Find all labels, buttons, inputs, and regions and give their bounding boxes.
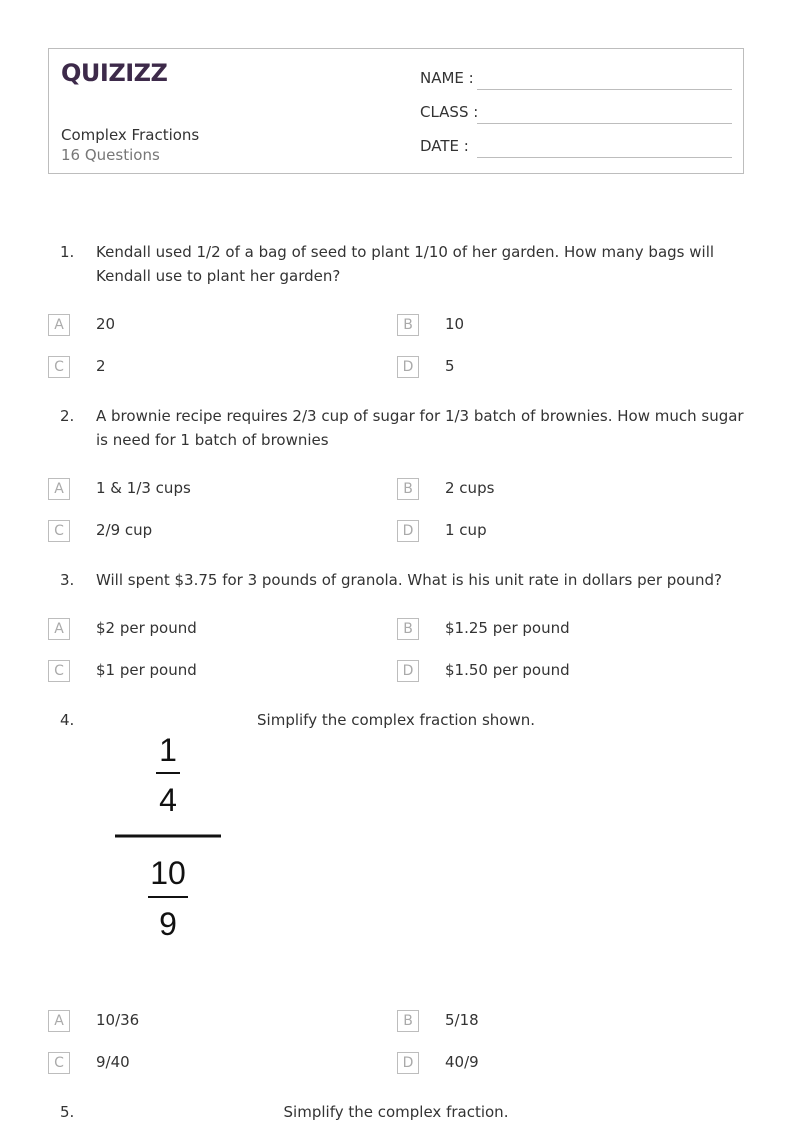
option-letter: B bbox=[397, 478, 419, 500]
option-text: 2 cups bbox=[445, 479, 495, 497]
name-label: NAME : bbox=[420, 69, 474, 87]
question-text: Simplify the complex fraction shown. bbox=[257, 711, 535, 729]
question-text: A brownie recipe requires 2/3 cup of sugar for 1/3 batch of brownies. How much sugar is need for 1 batch of brownies bbox=[96, 407, 744, 449]
option-text: $1 per pound bbox=[96, 661, 197, 679]
option-text: 9/40 bbox=[96, 1053, 130, 1071]
option-letter: A bbox=[48, 478, 70, 500]
option-letter: B bbox=[397, 314, 419, 336]
option-text: 1 & 1/3 cups bbox=[96, 479, 191, 497]
option-letter: B bbox=[397, 1010, 419, 1032]
question-count: 16 Questions bbox=[61, 146, 160, 164]
option-text: 40/9 bbox=[445, 1053, 479, 1071]
top-denominator: 4 bbox=[159, 782, 177, 818]
date-label: DATE : bbox=[420, 137, 469, 155]
option-letter: D bbox=[397, 660, 419, 682]
option-letter: D bbox=[397, 520, 419, 542]
option-text: $2 per pound bbox=[96, 619, 197, 637]
option-letter: D bbox=[397, 356, 419, 378]
bottom-numerator: 10 bbox=[150, 855, 186, 891]
option-text: $1.50 per pound bbox=[445, 661, 570, 679]
option-letter: C bbox=[48, 356, 70, 378]
option-text: 2 bbox=[96, 357, 106, 375]
option-letter: C bbox=[48, 1052, 70, 1074]
option-letter: B bbox=[397, 618, 419, 640]
top-numerator: 1 bbox=[159, 732, 177, 768]
question-number: 3. bbox=[60, 571, 75, 589]
date-line[interactable] bbox=[477, 157, 732, 158]
question-number: 1. bbox=[60, 243, 75, 261]
quizizz-logo: QUIZIZZ bbox=[61, 59, 168, 87]
option-text: 10/36 bbox=[96, 1011, 140, 1029]
class-label: CLASS : bbox=[420, 103, 479, 121]
option-letter: C bbox=[48, 520, 70, 542]
option-letter: D bbox=[397, 1052, 419, 1074]
question-text: Kendall used 1/2 of a bag of seed to plant 1/10 of her garden. How many bags will Kendall use to plant her garden? bbox=[96, 243, 715, 285]
question-number: 2. bbox=[60, 407, 75, 425]
option-text: $1.25 per pound bbox=[445, 619, 570, 637]
question-text: Will spent $3.75 for 3 pounds of granola. What is his unit rate in dollars per pound? bbox=[96, 571, 722, 589]
class-line[interactable] bbox=[477, 123, 732, 124]
option-text: 10 bbox=[445, 315, 465, 333]
option-text: 5 bbox=[445, 357, 455, 375]
option-text: 1 cup bbox=[445, 521, 487, 539]
question-number: 4. bbox=[60, 711, 75, 729]
option-text: 5/18 bbox=[445, 1011, 479, 1029]
option-letter: A bbox=[48, 1010, 70, 1032]
option-text: 20 bbox=[96, 315, 116, 333]
option-letter: A bbox=[48, 618, 70, 640]
question-text: Simplify the complex fraction. bbox=[283, 1103, 509, 1121]
worksheet-title: Complex Fractions bbox=[61, 126, 200, 144]
bottom-denominator: 9 bbox=[159, 906, 177, 942]
option-letter: C bbox=[48, 660, 70, 682]
name-line[interactable] bbox=[477, 89, 732, 90]
option-text: 2/9 cup bbox=[96, 521, 153, 539]
question-number: 5. bbox=[60, 1103, 75, 1121]
complex-fraction-figure bbox=[100, 728, 240, 948]
option-letter: A bbox=[48, 314, 70, 336]
worksheet-header bbox=[48, 48, 744, 174]
